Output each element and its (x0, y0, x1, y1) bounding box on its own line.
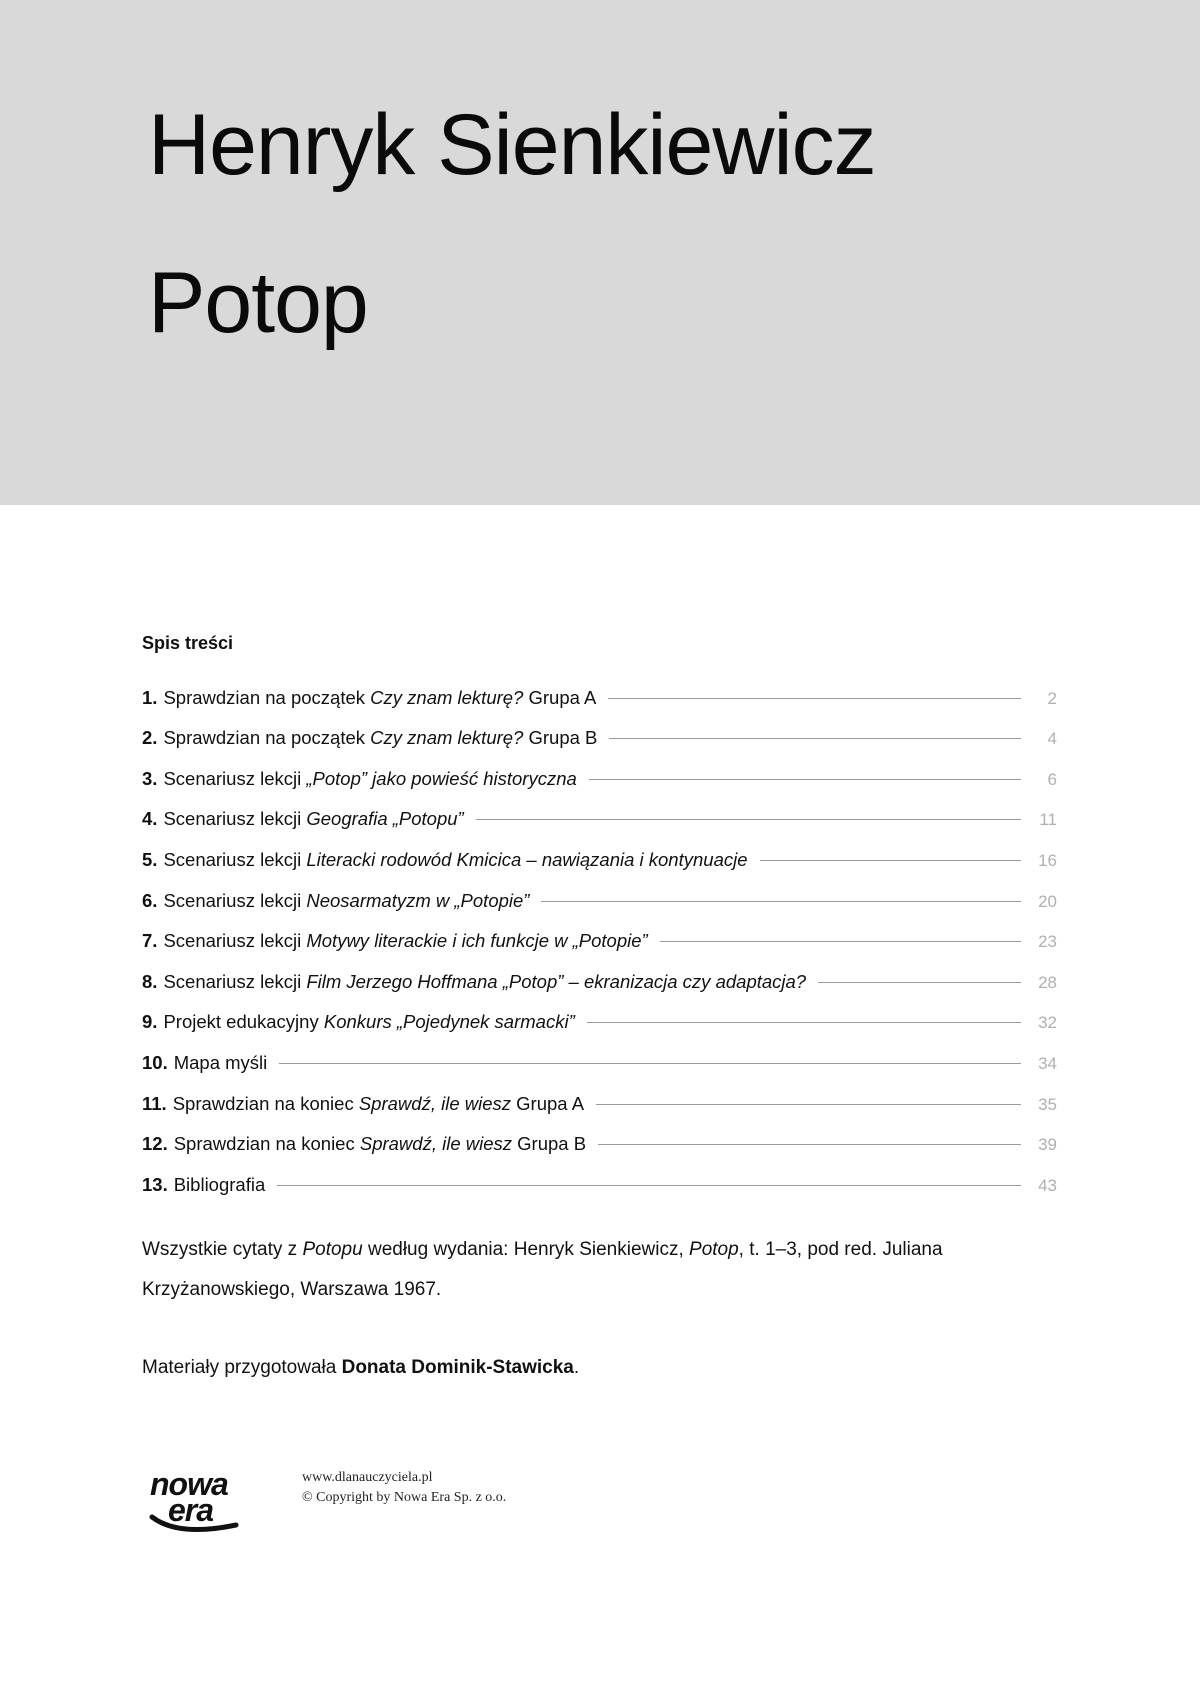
toc-item-title-text: Sprawdzian na koniec (173, 1133, 360, 1155)
toc-page-number: 23 (1038, 932, 1057, 952)
toc-dot-leader (608, 698, 1021, 699)
toc-item-number: 10. (142, 1051, 168, 1073)
toc-dot-leader (587, 1022, 1021, 1023)
toc-item-title-italic: Czy znam lekturę? (370, 727, 524, 749)
toc-item-number: 7. (142, 930, 158, 952)
toc-dot-leader (760, 860, 1021, 861)
toc-item-title-italic: Sprawdź, ile wiesz (359, 1133, 513, 1155)
toc-dot-leader (660, 941, 1021, 942)
toc-row[interactable] (142, 668, 1057, 709)
toc-item-title (163, 930, 647, 952)
toc-item-title-italic: Konkurs „Pojedynek sarmacki” (323, 1011, 575, 1033)
toc-item-number: 6. (142, 889, 158, 911)
toc-item-title (163, 890, 529, 912)
logo-text-line1: nowa (150, 1466, 228, 1502)
toc-item-title-suffix: Grupa A (523, 686, 597, 708)
note-text: Wszystkie cytaty z (142, 1239, 303, 1260)
toc-item-title-italic: Film Jerzego Hoffmana „Potop” – ekranizacja czy adaptacja? (306, 970, 807, 992)
credits-line (142, 1357, 579, 1379)
toc-page-number: 43 (1038, 1175, 1057, 1195)
note-text: , t. 1–3, pod red. Juliana Krzyżanowskiego, Warszawa 1967. (142, 1239, 943, 1300)
toc-item-title (163, 687, 596, 709)
toc-item-title (163, 727, 597, 749)
toc-item-number: 1. (142, 686, 158, 708)
toc-item-number: 11. (142, 1092, 167, 1114)
toc-dot-leader (596, 1104, 1021, 1105)
toc-item-title-text: Scenariusz lekcji (163, 848, 307, 870)
toc-page-number: 28 (1038, 972, 1057, 992)
footer-url[interactable]: www.dlanauczyciela.pl (302, 1470, 433, 1485)
toc-item-title (174, 1133, 586, 1155)
toc-page-number: 20 (1038, 891, 1057, 911)
toc-item-title-suffix: Grupa B (523, 727, 598, 749)
toc-heading: Spis treści (142, 633, 234, 653)
toc-item-title (163, 849, 747, 871)
toc-page-number: 35 (1038, 1094, 1057, 1114)
toc-item-title-italic: Motywy literackie i ich funkcje w „Potopie” (306, 930, 648, 952)
toc-row[interactable] (142, 912, 1057, 953)
toc-item-title (173, 1093, 584, 1115)
toc-page-number: 4 (1047, 729, 1057, 749)
footer (302, 1468, 506, 1508)
footer-copyright: © Copyright by Nowa Era Sp. z o.o. (302, 1490, 507, 1505)
toc-list (142, 668, 1057, 1196)
toc-dot-leader (541, 901, 1021, 902)
toc-dot-leader (277, 1185, 1021, 1186)
toc-row[interactable] (142, 1033, 1057, 1074)
book-title: Potop (148, 255, 368, 351)
toc-item-title (174, 1174, 266, 1196)
toc-item-title-text: Projekt edukacyjny (163, 1011, 324, 1033)
toc-item-title-italic: Literacki rodowód Kmicica – nawiązania i kontynuacje (306, 848, 748, 870)
toc-row[interactable] (142, 830, 1057, 871)
toc-row[interactable] (142, 993, 1057, 1034)
toc-item-title (163, 971, 806, 993)
toc-item-title-text: Mapa myśli (173, 1051, 268, 1073)
toc-item-title-text: Sprawdzian na początek (163, 686, 371, 708)
toc-page-number: 32 (1038, 1013, 1057, 1033)
toc-item-title-text: Scenariusz lekcji (163, 808, 307, 830)
toc-item-title-italic: Geografia „Potopu” (306, 808, 464, 830)
toc-item-number: 12. (142, 1133, 168, 1155)
toc-page-number: 2 (1047, 688, 1057, 708)
toc-row[interactable] (142, 1074, 1057, 1115)
logo-text-line2: era (168, 1492, 214, 1528)
toc-item-title (174, 1052, 268, 1074)
toc-item-title-text: Sprawdzian na koniec (172, 1092, 359, 1114)
note-italic: Potop (689, 1239, 739, 1260)
toc-item-title-text: Bibliografia (173, 1173, 266, 1195)
toc-item-title-text: Scenariusz lekcji (163, 970, 307, 992)
toc-dot-leader (589, 779, 1021, 780)
toc-row[interactable] (142, 749, 1057, 790)
note-italic: Potopu (302, 1239, 363, 1260)
nowa-era-logo-icon (148, 1465, 256, 1535)
table-of-contents (142, 628, 1057, 1196)
toc-row[interactable] (142, 1115, 1057, 1156)
toc-row[interactable] (142, 790, 1057, 831)
toc-row[interactable] (142, 1155, 1057, 1196)
author-title: Henryk Sienkiewicz (148, 97, 876, 193)
toc-item-title-italic: Sprawdź, ile wiesz (358, 1092, 512, 1114)
toc-item-title-text: Scenariusz lekcji (163, 767, 307, 789)
toc-item-number: 13. (142, 1173, 168, 1195)
toc-page-number: 11 (1039, 810, 1057, 830)
toc-page-number: 16 (1038, 850, 1057, 870)
toc-item-title (163, 808, 463, 830)
credits-prefix: Materiały przygotowała (142, 1357, 342, 1378)
toc-item-number: 9. (142, 1011, 158, 1033)
toc-item-number: 5. (142, 848, 158, 870)
toc-item-title-suffix: Grupa A (511, 1092, 585, 1114)
toc-item-title (163, 768, 576, 790)
toc-page-number: 39 (1038, 1135, 1057, 1155)
toc-item-title-italic: Czy znam lekturę? (370, 686, 524, 708)
citation-note (142, 1230, 1042, 1310)
toc-dot-leader (279, 1063, 1021, 1064)
toc-item-number: 2. (142, 727, 158, 749)
credits-name: Donata Dominik-Stawicka (341, 1357, 574, 1378)
toc-dot-leader (609, 738, 1021, 739)
toc-item-number: 8. (142, 970, 158, 992)
toc-dot-leader (476, 819, 1021, 820)
toc-dot-leader (818, 982, 1021, 983)
toc-page-number: 6 (1047, 769, 1057, 789)
toc-item-title-text: Sprawdzian na początek (163, 727, 371, 749)
credits-suffix: . (573, 1357, 580, 1378)
toc-row[interactable] (142, 871, 1057, 912)
toc-item-title-text: Scenariusz lekcji (163, 930, 307, 952)
toc-item-number: 4. (142, 808, 158, 830)
toc-item-title-italic: „Potop” jako powieść historyczna (306, 767, 577, 789)
toc-row[interactable] (142, 952, 1057, 993)
toc-item-title (163, 1011, 574, 1033)
toc-item-title-text: Scenariusz lekcji (163, 889, 307, 911)
toc-dot-leader (598, 1144, 1021, 1145)
note-text: według wydania: Henryk Sienkiewicz, (362, 1239, 690, 1260)
toc-item-number: 3. (142, 767, 158, 789)
toc-item-title-italic: Neosarmatyzm w „Potopie” (306, 889, 530, 911)
toc-row[interactable] (142, 709, 1057, 750)
toc-item-title-suffix: Grupa B (512, 1133, 587, 1155)
toc-page-number: 34 (1038, 1053, 1057, 1073)
header-band (0, 0, 1200, 505)
